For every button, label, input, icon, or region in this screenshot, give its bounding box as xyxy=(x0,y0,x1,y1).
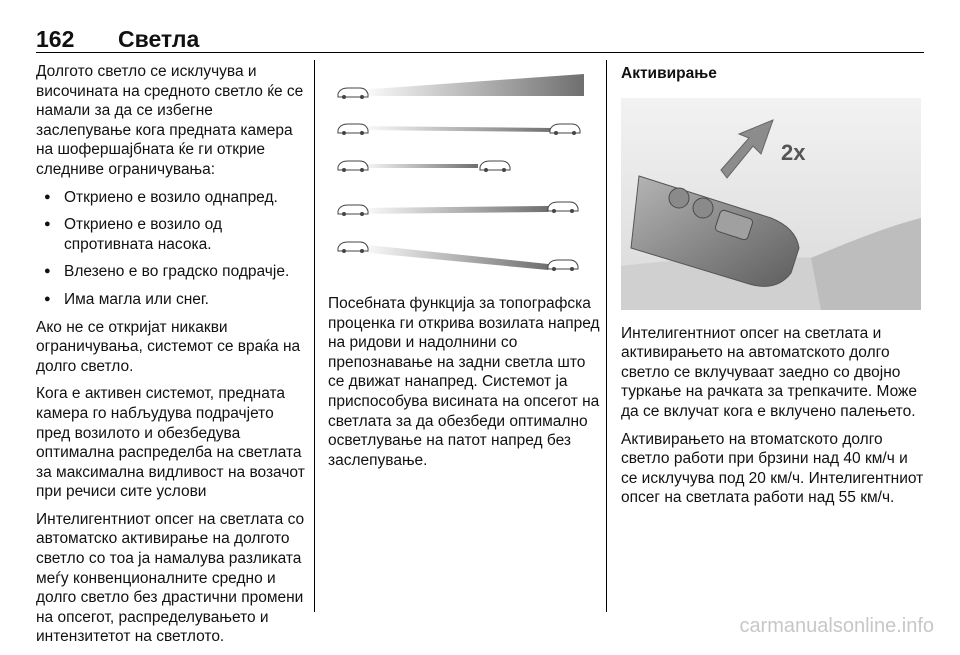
list-item: ● Има магла или снег. xyxy=(36,290,306,310)
paragraph-fallback: Ако не се откријат никакви ограничувања, системот се враќа на долго светло. xyxy=(36,318,301,375)
paragraph-camera: Кога е активен системот, предната камера го набљудува подрачјето пред возилото и обезбедува оптимална распределба на светлата за максимална видливост на возачот при речиси сите услови xyxy=(36,385,305,501)
stalk-figure xyxy=(621,98,921,310)
activation-paragraph: Интелигентниот опсег на светлата и активирањето на автоматското долго светло се вклучуваат заедно со двојно туркање на рачката за трепкачите. Може да се вклучат кога е вклучено палењето. xyxy=(621,324,918,420)
beam-row-downhill xyxy=(338,202,578,216)
push-count-label: 2x xyxy=(781,139,806,165)
speed-paragraph: Активирањето на втоматското долго светло работи при брзини над 40 км/ч и се исклучува под 20 км/ч. Интелигентниот опсег на светлата работи над 55 км/ч. xyxy=(621,430,924,507)
header-rule xyxy=(36,52,924,53)
beam-row-uphill xyxy=(338,242,578,271)
middle-column xyxy=(328,68,600,478)
watermark: carmanualsonline.info xyxy=(739,615,934,637)
right-column xyxy=(621,64,927,516)
intro-paragraph: Долгото светло се исклучува и височината на средното светло ќе се намали за да се избегне заслепување кога предната камера на шофершајбната ќе ги открие следниве ограничувања: xyxy=(36,63,304,178)
beam-row-oncoming xyxy=(338,124,580,135)
beam-row-high xyxy=(338,74,584,99)
list-item: ● Откриено е возило однапред. xyxy=(36,188,306,208)
topography-paragraph: Посебната функција за топографска проценка ги открива возилата напред на ридови и надолнини со препознавање на задни светла што се движат нанапред. Системот ја приспособува висината на опсегот на светлата за да обезбеди оптимално осветлување на патот напред без заслепување. xyxy=(328,295,600,469)
limitations-list xyxy=(36,188,306,310)
paragraph-intelligent: Интелигентниот опсег на светлата со автоматско активирање на долгото светло со тоа ја намалува разликата меѓу конвенционалните средно и долго светло без драстични промени на опсегот, распределувањето и интензитетот на светлото. xyxy=(36,510,305,646)
column-divider-left xyxy=(314,60,315,612)
column-divider-right xyxy=(606,60,607,612)
beam-diagram-figure xyxy=(328,68,588,280)
beam-row-ahead xyxy=(338,161,510,172)
activation-heading: Активирање xyxy=(621,65,717,82)
section-title: Светла xyxy=(118,26,200,52)
page-number: 162 xyxy=(36,26,75,52)
left-column xyxy=(36,62,306,655)
list-item: ● Откриено е возило од спротивната насока. xyxy=(36,215,306,254)
list-item: ● Влезено е во градско подрачје. xyxy=(36,262,306,282)
